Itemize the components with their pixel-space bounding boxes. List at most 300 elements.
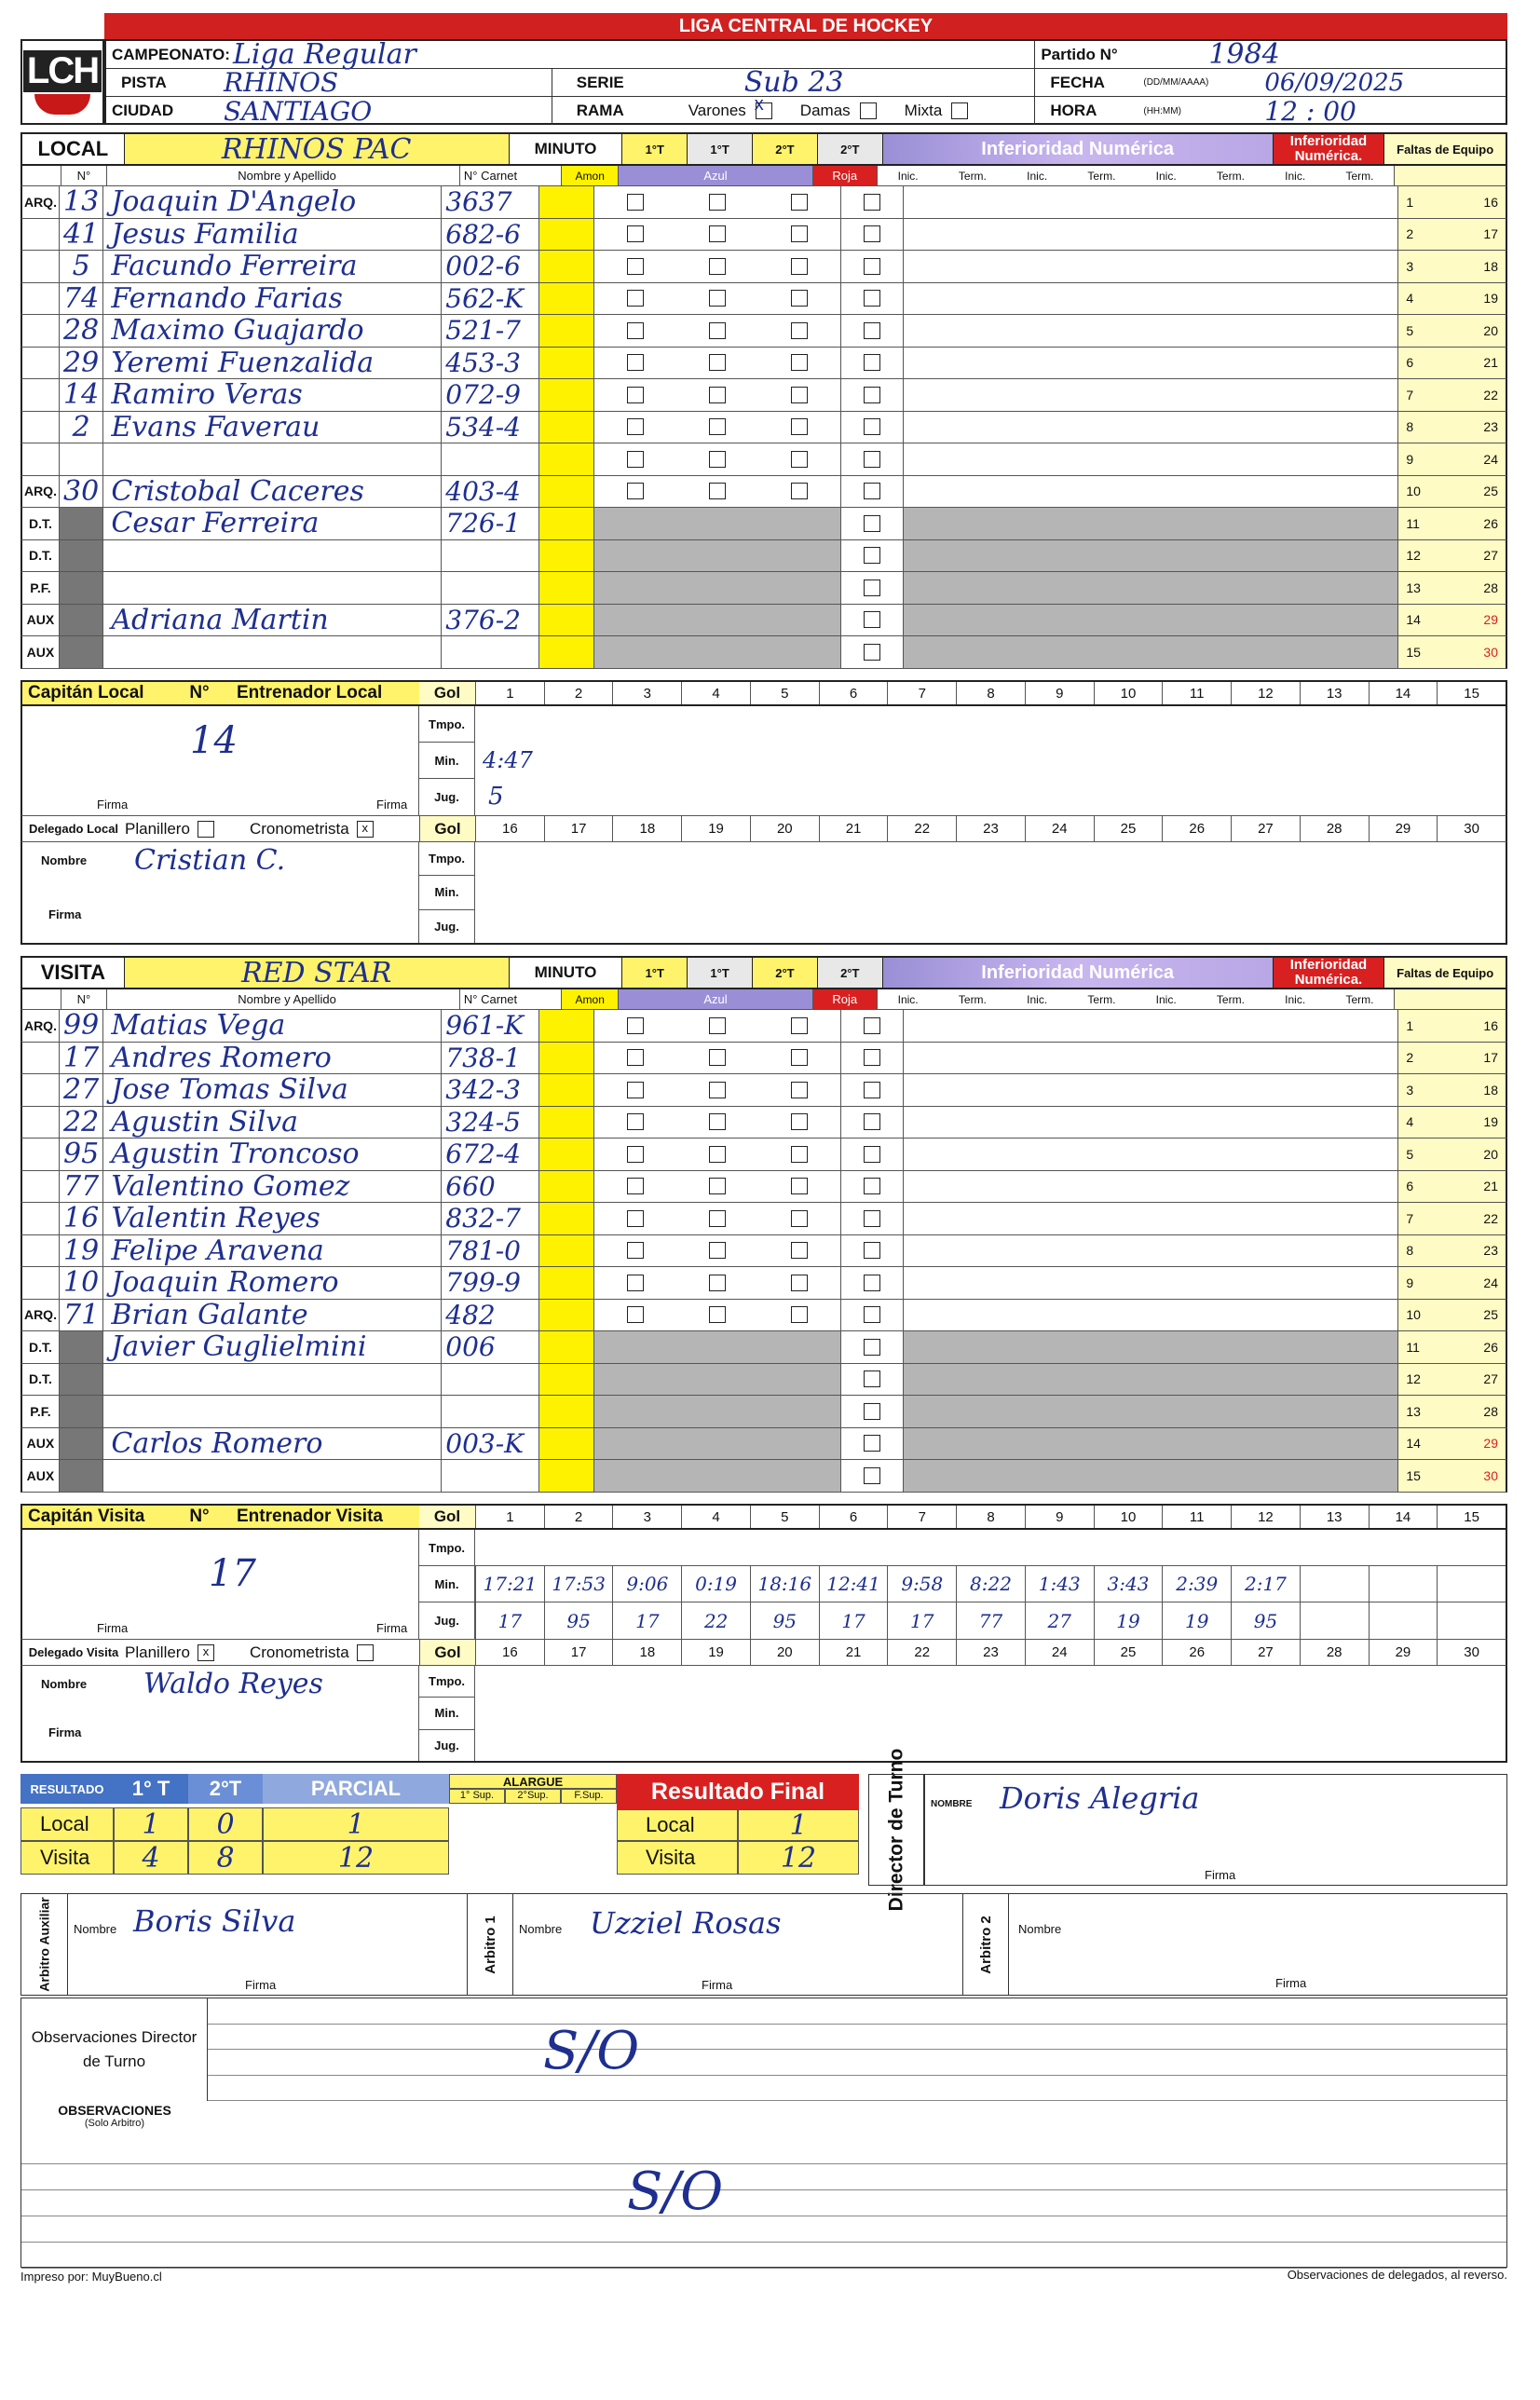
rama-mixta-checkbox[interactable]: [951, 102, 968, 119]
local-team-name: RHINOS PAC: [125, 134, 510, 164]
local-row-carnet: 534-4: [442, 412, 539, 443]
visita-row-check-2[interactable]: [709, 1306, 726, 1323]
local-row-amon[interactable]: [539, 348, 594, 379]
visita-falta-a: 1: [1406, 1017, 1414, 1033]
obs-arbitro-lines: [21, 2138, 1506, 2269]
local-row-check-2[interactable]: [709, 322, 726, 339]
visita-row-check-3[interactable]: [791, 1017, 808, 1034]
visita-captain-num-label: N°: [162, 1506, 237, 1528]
local-row-amon[interactable]: [539, 283, 594, 315]
visita-row-carnet: [442, 1460, 539, 1492]
visita-falta-b: 28: [1483, 1403, 1498, 1419]
local-row-roja-check[interactable]: [864, 547, 880, 564]
visita-row-check-1[interactable]: [627, 1275, 644, 1291]
visita-player-row: [20, 1300, 1507, 1332]
visita-cronometrista-label: Cronometrista: [249, 1643, 349, 1661]
visita-row-check-3[interactable]: [791, 1049, 808, 1066]
visita-goals-block: [20, 1504, 1507, 1763]
local-t2b-label: 2°T: [818, 134, 883, 164]
local-row-roja-check[interactable]: [864, 580, 880, 596]
local-row-check-3[interactable]: [791, 322, 808, 339]
local-row-amon[interactable]: [539, 186, 594, 218]
res-final-local: 1: [738, 1809, 859, 1841]
local-row-roja-check[interactable]: [864, 194, 880, 211]
local-row-amon[interactable]: [539, 508, 594, 539]
local-row-check-2[interactable]: [709, 451, 726, 468]
visita-row-num: 16: [60, 1203, 103, 1234]
local-row-roja-check[interactable]: [864, 290, 880, 307]
visita-row-carnet: 324-5: [442, 1107, 539, 1139]
local-row-carnet: 3637: [442, 186, 539, 218]
local-falta-b: 25: [1483, 484, 1498, 499]
visita-row-roja-check[interactable]: [864, 1210, 880, 1227]
visita-planillero-checkbox[interactable]: x: [198, 1644, 214, 1661]
visita-row-roja-check[interactable]: [864, 1403, 880, 1420]
visita-row-check-3[interactable]: [791, 1306, 808, 1323]
visita-row-amon[interactable]: [539, 1460, 594, 1492]
local-row-check-1[interactable]: [627, 418, 644, 435]
obs-line: [21, 2216, 1506, 2243]
local-row-carnet: 002-6: [442, 251, 539, 282]
local-row-check-1[interactable]: [627, 451, 644, 468]
visita-goal-jugs-row: [475, 1602, 1506, 1639]
local-row-amon[interactable]: [539, 251, 594, 282]
visita-falta-b: 17: [1483, 1050, 1498, 1066]
visita-row-check-3[interactable]: [791, 1113, 808, 1130]
visita-gol-label-2: Gol: [419, 1640, 475, 1665]
local-row-check-1[interactable]: [627, 354, 644, 371]
local-falta-a: 2: [1406, 226, 1414, 242]
visita-row-carnet: [442, 1364, 539, 1396]
local-row-carnet: 521-7: [442, 315, 539, 347]
local-row-check-1[interactable]: [627, 194, 644, 211]
visita-row-check-1[interactable]: [627, 1210, 644, 1227]
local-row-check-2[interactable]: [709, 258, 726, 275]
local-label: LOCAL: [22, 134, 125, 164]
local-row-roja-check[interactable]: [864, 354, 880, 371]
local-row-check-3[interactable]: [791, 225, 808, 242]
visita-goal-jug: 19: [1094, 1602, 1163, 1639]
visita-falta-a: 13: [1406, 1403, 1421, 1419]
visita-row-check-1[interactable]: [627, 1017, 644, 1034]
visita-falta-b: 22: [1483, 1210, 1498, 1226]
local-row-check-3[interactable]: [791, 258, 808, 275]
visita-row-carnet: 342-3: [442, 1074, 539, 1106]
visita-goal-number: 15: [1437, 1506, 1506, 1528]
visita-min-label-2: Min.: [419, 1698, 474, 1729]
visita-goal-number: 8: [956, 1506, 1025, 1528]
local-row-roja-check[interactable]: [864, 225, 880, 242]
local-row-roja-check[interactable]: [864, 322, 880, 339]
rama-damas-label: Damas: [799, 102, 851, 119]
visita-row-check-2[interactable]: [709, 1210, 726, 1227]
local-delegado-label: Delegado Local: [28, 821, 119, 836]
local-col-inic-3: Inic.: [1155, 169, 1177, 183]
rama-damas-checkbox[interactable]: [860, 102, 877, 119]
visita-row-check-1[interactable]: [627, 1178, 644, 1194]
arbitro-aux-nombre-label: Nombre: [74, 1922, 117, 1936]
local-row-amon[interactable]: [539, 540, 594, 572]
local-falta-b: 24: [1483, 451, 1498, 467]
visita-falta-a: 7: [1406, 1210, 1414, 1226]
local-row-check-2[interactable]: [709, 483, 726, 499]
local-row-roja-check[interactable]: [864, 387, 880, 403]
visita-row-roja-check[interactable]: [864, 1178, 880, 1194]
local-row-check-1[interactable]: [627, 258, 644, 275]
visita-row-roja-check[interactable]: [864, 1435, 880, 1452]
local-row-check-1[interactable]: [627, 225, 644, 242]
obs-line: [208, 2025, 1506, 2051]
local-col-term-3: Term.: [1216, 169, 1245, 183]
local-row-pos: [22, 251, 60, 282]
local-goal-number: 22: [887, 816, 956, 841]
visita-row-name: Matias Vega: [103, 1010, 442, 1042]
local-row-pos: D.T.: [22, 508, 60, 539]
visita-goal-min: 0:19: [681, 1566, 750, 1602]
visita-row-amon[interactable]: [539, 1203, 594, 1234]
serie-label: SERIE: [576, 73, 624, 91]
visita-row-amon[interactable]: [539, 1267, 594, 1299]
visita-goal-min: [1369, 1566, 1438, 1602]
local-row-amon[interactable]: [539, 412, 594, 443]
visita-row-roja-check[interactable]: [864, 1242, 880, 1259]
visita-row-check-3[interactable]: [791, 1082, 808, 1098]
local-goals-block: [20, 680, 1507, 945]
local-goal-number: 25: [1094, 816, 1163, 841]
local-cronometrista-checkbox[interactable]: x: [357, 821, 374, 838]
arbitro-aux-nombre: Boris Silva: [133, 1903, 296, 1939]
visita-cronometrista-checkbox[interactable]: [357, 1644, 374, 1661]
visita-falta-a: 3: [1406, 1082, 1414, 1098]
visita-row-name: Agustin Troncoso: [103, 1139, 442, 1170]
visita-goal-number: 1: [475, 1506, 544, 1528]
rama-varones-checkbox[interactable]: x: [756, 102, 772, 119]
res-visita-parcial: 12: [263, 1841, 449, 1875]
local-row-amon[interactable]: [539, 636, 594, 668]
visita-row-pos: ARQ.: [22, 1300, 60, 1331]
local-col-azul: Azul: [619, 166, 812, 185]
partido-label: Partido N°: [1041, 45, 1118, 63]
match-header: [104, 39, 1507, 125]
visita-row-check-2[interactable]: [709, 1017, 726, 1034]
local-row-amon[interactable]: [539, 443, 594, 475]
local-player-row: [20, 251, 1507, 283]
local-row-check-3[interactable]: [791, 418, 808, 435]
local-goal-number: 16: [475, 816, 544, 841]
visita-row-check-3[interactable]: [791, 1178, 808, 1194]
visita-goal-number: 17: [544, 1640, 613, 1665]
visita-delegado-nombre-label: Nombre: [41, 1677, 88, 1691]
local-row-amon[interactable]: [539, 379, 594, 411]
visita-row-check-1[interactable]: [627, 1113, 644, 1130]
visita-row-carnet: 006: [442, 1331, 539, 1363]
visita-faltas-label: Faltas de Equipo: [1384, 958, 1506, 988]
local-gol-label: Gol: [419, 682, 475, 704]
ciudad-label: CIUDAD: [112, 102, 174, 119]
local-col-inic-1: Inic.: [897, 169, 919, 183]
visita-row-name: Jose Tomas Silva: [103, 1074, 442, 1106]
footer-printer: Impreso por: MuyBueno.cl: [20, 2270, 162, 2284]
local-goal-number: 26: [1162, 816, 1231, 841]
visita-row-carnet: 672-4: [442, 1139, 539, 1170]
local-row-carnet: [442, 443, 539, 475]
visita-jug-label: Jug.: [434, 1614, 459, 1628]
local-row-roja-check[interactable]: [864, 644, 880, 661]
local-goal-number: 29: [1369, 816, 1438, 841]
local-falta-a: 9: [1406, 451, 1414, 467]
local-row-num: 74: [60, 283, 103, 315]
local-row-check-2[interactable]: [709, 290, 726, 307]
local-row-roja-check[interactable]: [864, 483, 880, 499]
local-falta-b: 23: [1483, 419, 1498, 435]
local-min-label-2: Min.: [419, 876, 474, 909]
visita-goal-jug: 77: [956, 1602, 1025, 1639]
local-player-row: [20, 540, 1507, 573]
local-row-roja-check[interactable]: [864, 515, 880, 532]
local-jug-label: Jug.: [434, 790, 459, 804]
visita-row-check-2[interactable]: [709, 1242, 726, 1259]
local-goal-number: 9: [1025, 682, 1094, 704]
visita-goal-min: 2:17: [1231, 1566, 1300, 1602]
visita-row-roja-check[interactable]: [864, 1049, 880, 1066]
visita-goal-number: 23: [956, 1640, 1025, 1665]
local-row-check-3[interactable]: [791, 290, 808, 307]
visita-goal-jug: 17: [887, 1602, 956, 1639]
lch-logo: [20, 39, 104, 125]
local-row-check-1[interactable]: [627, 290, 644, 307]
visita-row-check-3[interactable]: [791, 1210, 808, 1227]
local-row-pos: [22, 348, 60, 379]
visita-gol-label: Gol: [419, 1506, 475, 1528]
visita-row-num: 77: [60, 1171, 103, 1203]
visita-row-amon[interactable]: [539, 1364, 594, 1396]
pista-label: PISTA: [121, 73, 167, 91]
visita-row-pos: AUX: [22, 1460, 60, 1492]
local-row-check-3[interactable]: [791, 354, 808, 371]
visita-row-amon[interactable]: [539, 1139, 594, 1170]
visita-row-check-3[interactable]: [791, 1275, 808, 1291]
local-row-name: Jesus Familia: [103, 219, 442, 251]
visita-row-check-1[interactable]: [627, 1306, 644, 1323]
local-row-carnet: 682-6: [442, 219, 539, 251]
visita-goal-number: 9: [1025, 1506, 1094, 1528]
visita-goal-number: 28: [1300, 1640, 1369, 1665]
local-row-check-2[interactable]: [709, 225, 726, 242]
visita-row-amon[interactable]: [539, 1010, 594, 1042]
visita-goal-jug: 17: [819, 1602, 888, 1639]
visita-goal-number: 13: [1300, 1506, 1369, 1528]
local-inferioridad-label: Inferioridad Numérica: [883, 134, 1274, 164]
visita-row-num: [60, 1331, 103, 1363]
visita-row-amon[interactable]: [539, 1396, 594, 1427]
visita-goal-jug: 19: [1162, 1602, 1231, 1639]
local-row-check-2[interactable]: [709, 194, 726, 211]
visita-col-carnet: N° Carnet: [460, 989, 562, 1009]
local-goal-number: 8: [956, 682, 1025, 704]
visita-row-name: Agustin Silva: [103, 1107, 442, 1139]
visita-row-check-2[interactable]: [709, 1049, 726, 1066]
local-row-name: Fernando Farias: [103, 283, 442, 315]
visita-row-num: 22: [60, 1107, 103, 1139]
local-row-check-2[interactable]: [709, 418, 726, 435]
visita-goal-min: 9:06: [612, 1566, 681, 1602]
visita-falta-b: 21: [1483, 1179, 1498, 1194]
local-row-pos: [22, 315, 60, 347]
visita-row-check-1[interactable]: [627, 1049, 644, 1066]
visita-goal-min: [1437, 1566, 1506, 1602]
arbitro-aux-firma: Firma: [245, 1978, 277, 1992]
local-row-num: [60, 540, 103, 572]
local-player-row: [20, 283, 1507, 316]
visita-row-roja-check[interactable]: [864, 1467, 880, 1484]
local-row-pos: [22, 379, 60, 411]
local-falta-b: 16: [1483, 194, 1498, 210]
local-goal-number: 11: [1162, 682, 1231, 704]
visita-col-term-1: Term.: [958, 992, 987, 1006]
local-row-pos: [22, 443, 60, 475]
local-row-roja-check[interactable]: [864, 451, 880, 468]
visita-goal-number: 2: [544, 1506, 613, 1528]
visita-row-roja-check[interactable]: [864, 1146, 880, 1163]
visita-row-roja-check[interactable]: [864, 1370, 880, 1387]
local-goal-number: 2: [544, 682, 613, 704]
local-captain-label: Capitán Local: [22, 682, 162, 704]
visita-row-pos: [22, 1235, 60, 1267]
local-row-check-2[interactable]: [709, 387, 726, 403]
visita-row-check-2[interactable]: [709, 1082, 726, 1098]
local-row-carnet: 403-4: [442, 476, 539, 508]
local-col-term-2: Term.: [1087, 169, 1116, 183]
local-row-amon[interactable]: [539, 605, 594, 636]
visita-row-check-2[interactable]: [709, 1178, 726, 1194]
visita-row-check-2[interactable]: [709, 1275, 726, 1291]
visita-row-check-2[interactable]: [709, 1113, 726, 1130]
res-visita-t2: 8: [188, 1841, 263, 1875]
local-row-amon[interactable]: [539, 476, 594, 508]
visita-row-pos: ARQ.: [22, 1010, 60, 1042]
visita-row-pos: [22, 1107, 60, 1139]
visita-row-amon[interactable]: [539, 1171, 594, 1203]
local-goal-number: 10: [1094, 682, 1163, 704]
local-row-check-2[interactable]: [709, 354, 726, 371]
visita-row-roja-check[interactable]: [864, 1082, 880, 1098]
local-delegado-nombre-label: Nombre: [41, 853, 88, 867]
match-sheet: [20, 13, 1507, 2284]
visita-t1b-label: 1°T: [688, 958, 753, 988]
local-row-amon[interactable]: [539, 572, 594, 604]
visita-row-amon[interactable]: [539, 1107, 594, 1139]
observaciones-block: [20, 1998, 1507, 2268]
serie-value: Sub 23: [743, 66, 844, 99]
local-goal-numbers-1: [475, 682, 1506, 704]
visita-row-roja-check[interactable]: [864, 1339, 880, 1356]
local-goal-numbers-2: [475, 816, 1506, 841]
visita-row-amon[interactable]: [539, 1428, 594, 1460]
visita-row-roja-check[interactable]: [864, 1275, 880, 1291]
local-row-num: 5: [60, 251, 103, 282]
local-row-name: [103, 443, 442, 475]
local-goal-number: 14: [1369, 682, 1438, 704]
local-col-inic-2: Inic.: [1027, 169, 1048, 183]
local-row-num: [60, 508, 103, 539]
local-row-check-3[interactable]: [791, 387, 808, 403]
visita-col-inic-4: Inic.: [1285, 992, 1306, 1006]
local-row-roja-check[interactable]: [864, 611, 880, 628]
visita-row-amon[interactable]: [539, 1300, 594, 1331]
visita-row-roja-check[interactable]: [864, 1017, 880, 1034]
obs-arbitro-text: S/O: [627, 2161, 724, 2222]
local-row-pos: D.T.: [22, 540, 60, 572]
visita-falta-a: 11: [1406, 1339, 1420, 1355]
local-row-check-3[interactable]: [791, 451, 808, 468]
obs-arbitro-sub: (Solo Arbitro): [84, 2118, 145, 2129]
director-firma-label: Firma: [1205, 1868, 1236, 1882]
local-goals-grid-1: [475, 706, 1506, 815]
local-row-amon[interactable]: [539, 315, 594, 347]
visita-row-check-1[interactable]: [627, 1146, 644, 1163]
visita-row-num: 19: [60, 1235, 103, 1267]
visita-row-amon[interactable]: [539, 1235, 594, 1267]
visita-row-amon[interactable]: [539, 1331, 594, 1363]
local-goal-number: 13: [1300, 682, 1369, 704]
visita-goals-grid-1: [475, 1530, 1506, 1639]
visita-goal-number: 6: [819, 1506, 888, 1528]
visita-row-num: 10: [60, 1267, 103, 1299]
local-row-roja-check[interactable]: [864, 418, 880, 435]
local-falta-a: 10: [1406, 484, 1421, 499]
local-row-check-3[interactable]: [791, 483, 808, 499]
obs-director-label: Observaciones Director de Turno: [21, 1998, 208, 2101]
visita-row-name: [103, 1364, 442, 1396]
visita-goal-number: 11: [1162, 1506, 1231, 1528]
visita-row-carnet: 660: [442, 1171, 539, 1203]
visita-goal-number: 21: [819, 1640, 888, 1665]
local-row-check-3[interactable]: [791, 194, 808, 211]
visita-row-amon[interactable]: [539, 1074, 594, 1106]
visita-row-check-1[interactable]: [627, 1242, 644, 1259]
visita-goal-number: 29: [1369, 1640, 1438, 1665]
visita-goal-jug: 22: [681, 1602, 750, 1639]
visita-min-label: Min.: [419, 1566, 474, 1602]
visita-row-check-3[interactable]: [791, 1242, 808, 1259]
visita-col-term-3: Term.: [1216, 992, 1245, 1006]
local-falta-a: 6: [1406, 355, 1414, 371]
visita-row-carnet: 781-0: [442, 1235, 539, 1267]
local-coach-firma: Firma: [376, 798, 408, 811]
arbitro-1-label: Arbitro 1: [482, 1915, 498, 1974]
visita-falta-b: 27: [1483, 1371, 1498, 1387]
local-row-pos: P.F.: [22, 572, 60, 604]
visita-row-amon[interactable]: [539, 1043, 594, 1074]
visita-planillero-label: Planillero: [125, 1643, 190, 1661]
local-player-row: [20, 508, 1507, 540]
local-row-check-1[interactable]: [627, 387, 644, 403]
local-row-name: [103, 540, 442, 572]
visita-row-check-3[interactable]: [791, 1146, 808, 1163]
local-col-roja: Roja: [813, 166, 878, 185]
visita-row-check-2[interactable]: [709, 1146, 726, 1163]
visita-row-roja-check[interactable]: [864, 1306, 880, 1323]
visita-row-roja-check[interactable]: [864, 1113, 880, 1130]
local-planillero-checkbox[interactable]: [198, 821, 214, 838]
local-row-check-1[interactable]: [627, 483, 644, 499]
visita-team-header: [20, 956, 1507, 989]
visita-row-num: [60, 1364, 103, 1396]
visita-row-check-1[interactable]: [627, 1082, 644, 1098]
local-row-amon[interactable]: [539, 219, 594, 251]
local-row-roja-check[interactable]: [864, 258, 880, 275]
local-row-check-1[interactable]: [627, 322, 644, 339]
